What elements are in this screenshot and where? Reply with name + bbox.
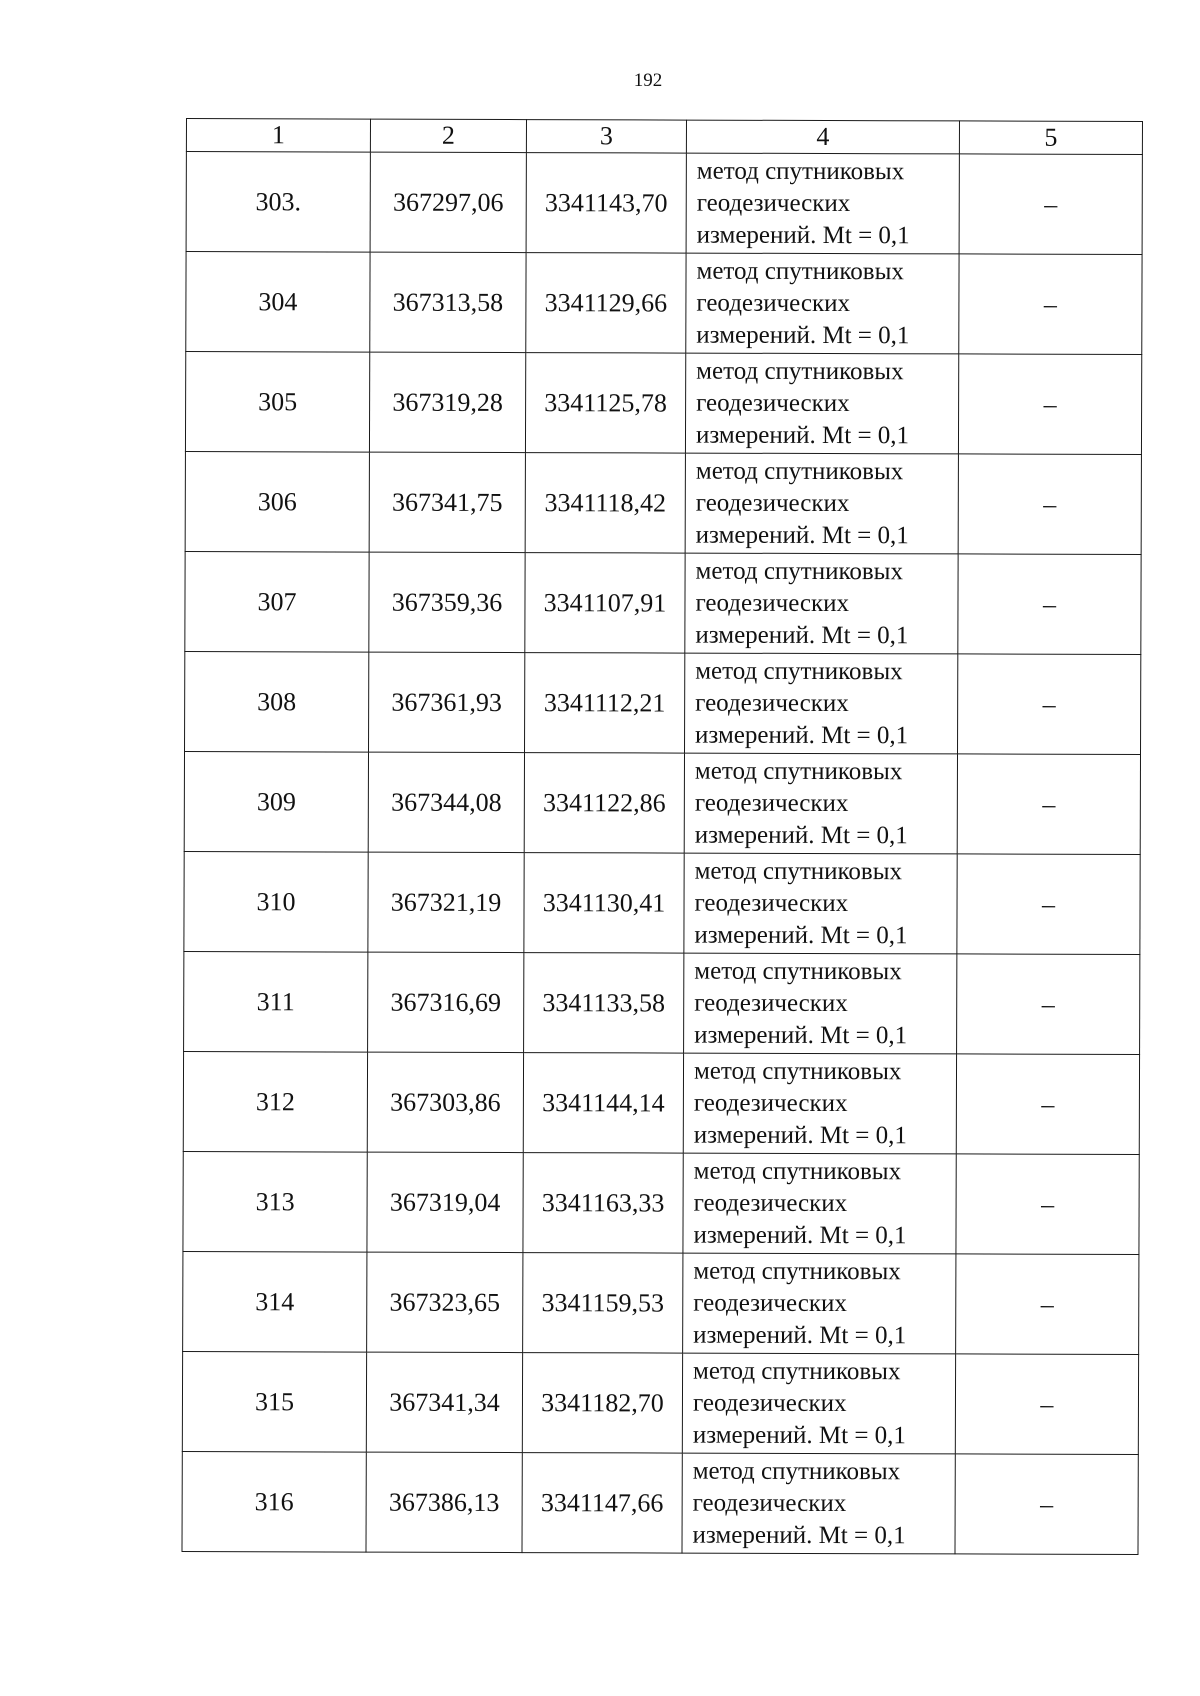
x-coordinate-cell: 367313,58 bbox=[370, 252, 526, 352]
method-cell bbox=[685, 653, 958, 754]
point-number-cell: 306 bbox=[185, 451, 369, 552]
x-coordinate-cell: 367316,69 bbox=[368, 952, 524, 1052]
method-text-line-3: измерений. Mt = 0,1 bbox=[693, 1121, 907, 1149]
method-text-line-1: метод спутниковых bbox=[696, 157, 905, 185]
table-row bbox=[183, 1051, 1139, 1154]
point-number-cell: 315 bbox=[182, 1351, 366, 1452]
table-row bbox=[183, 1251, 1139, 1354]
method-text-line-1: метод спутниковых bbox=[696, 357, 904, 385]
point-number-cell: 305 bbox=[185, 352, 369, 453]
table-row bbox=[184, 751, 1140, 854]
note-cell: – bbox=[958, 454, 1141, 555]
note-cell: – bbox=[958, 354, 1141, 455]
method-text-line-1: метод спутниковых bbox=[693, 1257, 901, 1285]
note-cell: – bbox=[957, 954, 1140, 1055]
point-number-cell: 304 bbox=[186, 252, 370, 353]
y-coordinate-cell: 3341118,42 bbox=[525, 453, 685, 554]
method-text-line-2: геодезических bbox=[694, 789, 849, 817]
method-text-line-3: измерений. Mt = 0,1 bbox=[692, 1521, 906, 1549]
method-text-line-2: геодезических bbox=[695, 589, 850, 617]
note-cell: – bbox=[959, 154, 1142, 255]
method-text-line-2: геодезических bbox=[693, 1289, 847, 1317]
table-row bbox=[185, 352, 1141, 455]
method-cell bbox=[683, 1153, 956, 1254]
x-coordinate-cell: 367341,34 bbox=[366, 1352, 522, 1452]
x-coordinate-cell: 367344,08 bbox=[368, 752, 524, 852]
method-text-line-3: измерений. Mt = 0,1 bbox=[694, 1021, 908, 1049]
method-text-line-2: геодезических bbox=[696, 389, 850, 417]
point-number-cell: 303. bbox=[186, 152, 370, 253]
point-number-cell: 316 bbox=[182, 1451, 366, 1552]
method-text-line-2: геодезических bbox=[694, 989, 848, 1017]
note-cell: – bbox=[955, 1454, 1138, 1555]
method-text-line-3: измерений. Mt = 0,1 bbox=[695, 721, 909, 749]
method-text-line-1: метод спутниковых bbox=[696, 257, 904, 285]
y-coordinate-cell: 3341133,58 bbox=[524, 953, 684, 1054]
page-number: 192 bbox=[633, 70, 663, 91]
method-cell bbox=[686, 253, 959, 354]
y-coordinate-cell: 3341159,53 bbox=[523, 1253, 683, 1354]
table-row bbox=[182, 1351, 1138, 1454]
method-text-line-1: метод спутниковых bbox=[694, 757, 903, 785]
note-cell: – bbox=[958, 554, 1141, 655]
method-text-line-1: метод спутниковых bbox=[695, 657, 903, 685]
x-coordinate-cell: 367319,28 bbox=[369, 352, 525, 452]
method-text-line-1: метод спутниковых bbox=[694, 957, 902, 985]
method-text-line-3: измерений. Mt = 0,1 bbox=[693, 1221, 907, 1249]
y-coordinate-cell: 3341143,70 bbox=[526, 153, 686, 254]
method-text-line-1: метод спутниковых bbox=[692, 1457, 901, 1485]
x-coordinate-cell: 367321,19 bbox=[368, 852, 524, 952]
y-coordinate-cell: 3341147,66 bbox=[522, 1453, 682, 1554]
column-header-method: 4 bbox=[686, 120, 959, 154]
method-cell bbox=[684, 953, 957, 1054]
table-body bbox=[182, 152, 1142, 1555]
table-row bbox=[186, 152, 1142, 255]
method-text-line-2: геодезических bbox=[695, 689, 849, 717]
method-text-line-3: измерений. Mt = 0,1 bbox=[696, 221, 910, 249]
method-text-line-3: измерений. Mt = 0,1 bbox=[693, 1321, 907, 1349]
column-header-note: 5 bbox=[959, 121, 1142, 155]
method-text-line-2: геодезических bbox=[696, 189, 851, 217]
note-cell: – bbox=[955, 1354, 1138, 1455]
note-cell: – bbox=[956, 1154, 1139, 1255]
table-row bbox=[182, 1451, 1138, 1554]
y-coordinate-cell: 3341107,91 bbox=[525, 553, 685, 654]
point-number-cell: 309 bbox=[184, 751, 368, 852]
method-text-line-2: геодезических bbox=[694, 889, 849, 917]
coordinates-table bbox=[181, 118, 1143, 1555]
note-cell: – bbox=[956, 1054, 1139, 1155]
x-coordinate-cell: 367341,75 bbox=[369, 452, 525, 552]
table-row bbox=[184, 851, 1140, 954]
point-number-cell: 311 bbox=[184, 951, 368, 1052]
note-cell: – bbox=[957, 854, 1140, 955]
method-cell bbox=[684, 853, 957, 954]
point-number-cell: 312 bbox=[183, 1051, 367, 1152]
note-cell: – bbox=[958, 654, 1141, 755]
method-text-line-2: геодезических bbox=[696, 289, 851, 317]
y-coordinate-cell: 3341122,86 bbox=[524, 753, 684, 854]
y-coordinate-cell: 3341163,33 bbox=[523, 1153, 683, 1254]
method-cell bbox=[682, 1453, 955, 1554]
y-coordinate-cell: 3341130,41 bbox=[524, 853, 684, 954]
table-row bbox=[185, 551, 1141, 654]
method-text-line-1: метод спутниковых bbox=[694, 857, 903, 885]
note-cell: – bbox=[956, 1254, 1139, 1355]
method-cell bbox=[686, 153, 959, 254]
method-text-line-2: геодезических bbox=[692, 1489, 847, 1517]
method-text-line-3: измерений. Mt = 0,1 bbox=[695, 421, 910, 449]
method-cell bbox=[685, 353, 958, 454]
method-cell bbox=[685, 453, 958, 554]
y-coordinate-cell: 3341144,14 bbox=[523, 1053, 683, 1154]
header-row bbox=[186, 119, 1142, 155]
point-number-cell: 310 bbox=[184, 851, 368, 952]
method-text-line-1: метод спутниковых bbox=[693, 1357, 901, 1385]
table-row bbox=[183, 1151, 1139, 1254]
table-header bbox=[186, 119, 1142, 155]
point-number-cell: 308 bbox=[185, 651, 369, 752]
x-coordinate-cell: 367323,65 bbox=[367, 1252, 523, 1352]
method-cell bbox=[684, 753, 957, 854]
method-text-line-3: измерений. Mt = 0,1 bbox=[696, 321, 910, 349]
method-cell bbox=[682, 1353, 955, 1454]
x-coordinate-cell: 367359,36 bbox=[369, 552, 525, 652]
table-row bbox=[185, 451, 1141, 554]
method-text-line-2: геодезических bbox=[692, 1389, 847, 1417]
point-number-cell: 307 bbox=[185, 551, 369, 652]
method-cell bbox=[683, 1253, 956, 1354]
method-text-line-2: геодезических bbox=[693, 1189, 848, 1217]
x-coordinate-cell: 367361,93 bbox=[369, 652, 525, 752]
table-row bbox=[186, 252, 1142, 355]
point-number-cell: 314 bbox=[183, 1251, 367, 1352]
x-coordinate-cell: 367303,86 bbox=[367, 1052, 523, 1152]
table-row bbox=[185, 651, 1141, 754]
note-cell: – bbox=[957, 754, 1140, 855]
note-cell: – bbox=[959, 254, 1142, 355]
method-text-line-1: метод спутниковых bbox=[695, 557, 904, 585]
x-coordinate-cell: 367386,13 bbox=[366, 1452, 522, 1552]
method-text-line-3: измерений. Mt = 0,1 bbox=[695, 521, 909, 549]
method-text-line-3: измерений. Mt = 0,1 bbox=[692, 1421, 906, 1449]
method-cell bbox=[683, 1053, 956, 1154]
x-coordinate-cell: 367297,06 bbox=[370, 152, 526, 252]
table-row bbox=[184, 951, 1140, 1054]
y-coordinate-cell: 3341112,21 bbox=[525, 653, 685, 754]
method-text-line-3: измерений. Mt = 0,1 bbox=[695, 621, 909, 649]
column-header-x: 2 bbox=[370, 119, 526, 152]
y-coordinate-cell: 3341182,70 bbox=[522, 1353, 682, 1454]
y-coordinate-cell: 3341125,78 bbox=[525, 353, 685, 454]
method-text-line-3: измерений. Mt = 0,1 bbox=[694, 821, 908, 849]
column-header-y: 3 bbox=[526, 120, 686, 154]
method-text-line-2: геодезических bbox=[693, 1089, 848, 1117]
method-cell bbox=[685, 553, 958, 654]
method-text-line-1: метод спутниковых bbox=[695, 457, 904, 485]
y-coordinate-cell: 3341129,66 bbox=[526, 253, 686, 354]
point-number-cell: 313 bbox=[183, 1151, 367, 1252]
method-text-line-1: метод спутниковых bbox=[693, 1057, 902, 1085]
x-coordinate-cell: 367319,04 bbox=[367, 1152, 523, 1252]
method-text-line-2: геодезических bbox=[695, 489, 850, 517]
method-text-line-1: метод спутниковых bbox=[693, 1157, 902, 1185]
column-header-point: 1 bbox=[186, 119, 370, 153]
method-text-line-3: измерений. Mt = 0,1 bbox=[694, 921, 908, 949]
